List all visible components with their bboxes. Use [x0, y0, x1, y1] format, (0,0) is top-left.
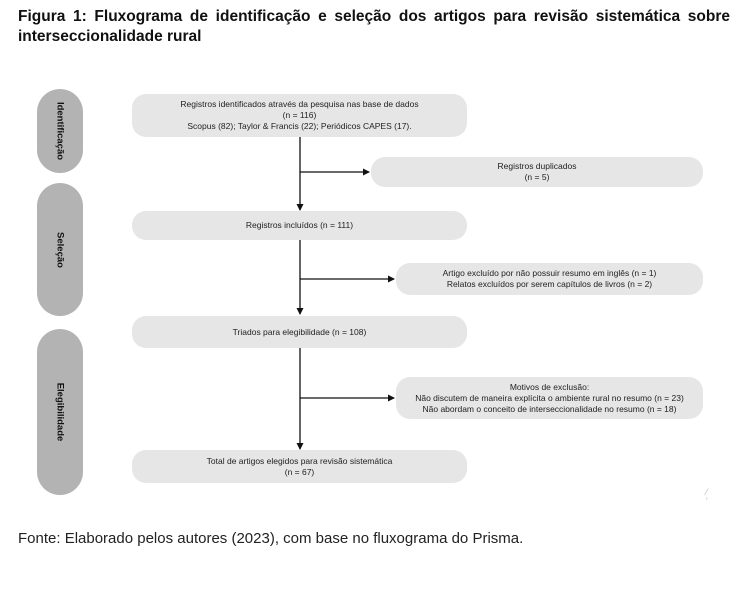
box-identified-records	[132, 94, 467, 137]
identified-line-2: (n = 116)	[282, 110, 317, 120]
excluded-selection-line-2: Relatos excluídos por serem capítulos de livros (n = 2)	[446, 279, 653, 289]
scan-artifact-mark: ⁄ ′	[706, 487, 708, 506]
screened-line-1: Triados para elegibilidade (n = 108)	[232, 326, 367, 337]
identified-line-1: Registros identificados através da pesquisa nas base de dados	[180, 99, 419, 109]
stage-selection-label: Seleção	[54, 231, 66, 268]
exclusion-reasons-line-1: Motivos de exclusão:	[509, 381, 590, 392]
duplicates-line-1: Registros duplicados	[497, 161, 577, 171]
final-line-2: (n = 67)	[284, 466, 315, 477]
figure-source: Fonte: Elaborado pelos autores (2023), com base no fluxograma do Prisma.	[18, 530, 524, 547]
identified-line-3: Scopus (82); Taylor & Francis (22); Periódicos CAPES (17).	[187, 121, 412, 131]
box-exclusion-reasons	[396, 377, 703, 419]
box-included-records	[132, 211, 467, 240]
included-line-1: Registros incluídos (n = 111)	[245, 220, 354, 230]
box-screened-records	[132, 316, 467, 348]
exclusion-reasons-line-2: Não discutem de maneira explícita o ambiente rural no resumo (n = 23)	[415, 392, 684, 403]
excluded-selection-line-1: Artigo excluído por não possuir resumo em inglês (n = 1)	[442, 268, 657, 278]
stage-identification-label: Identificação	[54, 101, 66, 161]
box-excluded-selection	[396, 263, 703, 295]
box-final-articles	[132, 450, 467, 483]
duplicates-line-2: (n = 5)	[524, 172, 550, 182]
stage-eligibility-label: Elegibilidade	[54, 382, 66, 442]
box-duplicate-records	[371, 157, 703, 187]
exclusion-reasons-line-3: Não abordam o conceito de interseccionalidade no resumo (n = 18)	[422, 403, 677, 414]
final-line-1: Total de artigos elegidos para revisão sistemática	[206, 455, 393, 466]
figure-title: Figura 1: Fluxograma de identificação e seleção dos artigos para revisão sistemática sobre interseccionalidade rural	[18, 8, 730, 45]
